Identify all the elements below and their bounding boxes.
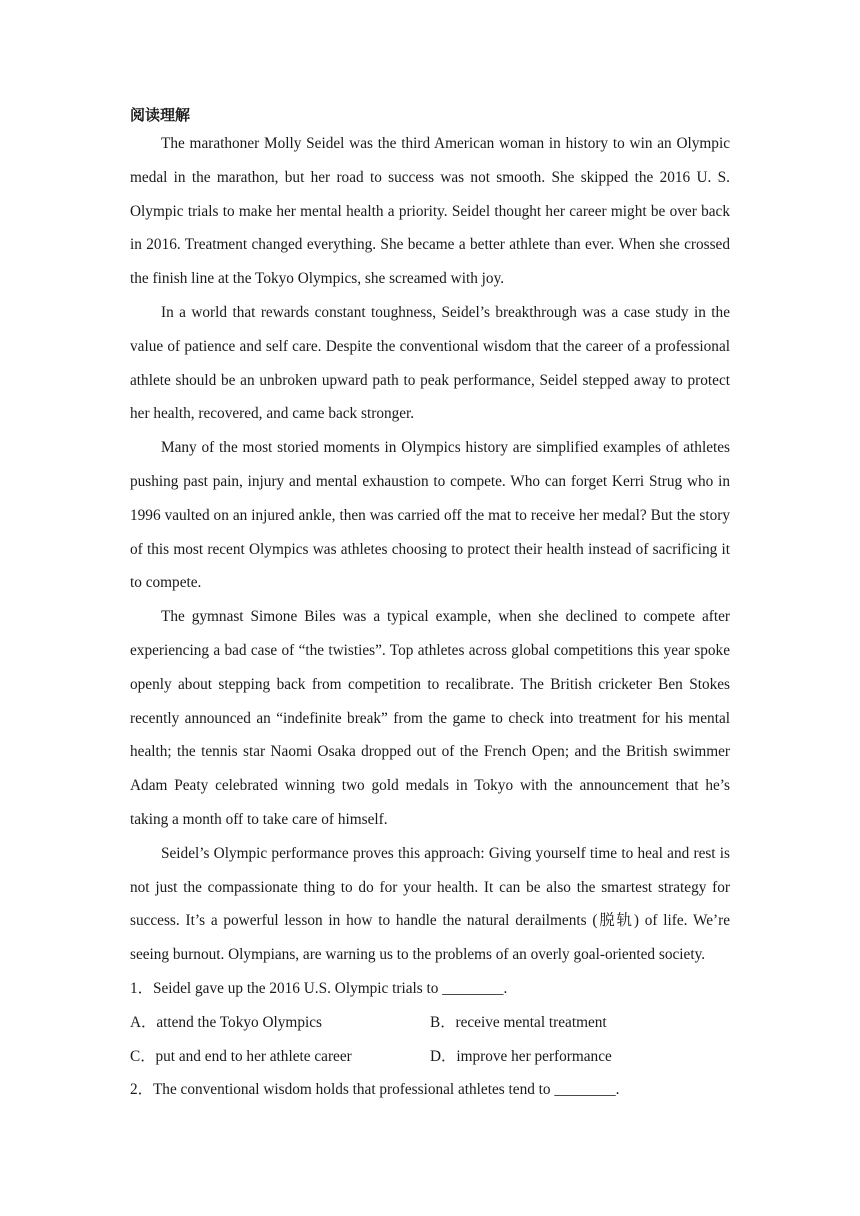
paragraph-3: Many of the most storied moments in Olympics history are simplified examples of athletes pushing past pain, injury and mental exhaustion to compete. Who can forget Kerri Strug who in 1996 vaulted on an injured ankle, then was carried off the mat to receive her medal? But the story of this most recent Olympics was athletes choosing to protect their health instead of sacrificing it to compete. xyxy=(130,439,730,592)
paragraph-4: The gymnast Simone Biles was a typical example, when she declined to compete after experiencing a bad case of “the twisties”. Top athletes across global competitions this year spoke openly about stepping back from competition to recalibrate. The British cricketer Ben Stokes recently announced an “indefinite break” from the game to check into treatment for his mental health; the tennis star Naomi Osaka dropped out of the French Open; and the British swimmer Adam Peaty celebrated winning two gold medals in Tokyo with the announcement that he’s taking a month off to take care of himself. xyxy=(130,608,730,828)
document-body xyxy=(130,127,730,1107)
question-1-option-a: A．attend the Tokyo Olympics xyxy=(130,1013,322,1031)
question-2-stem: 2．The conventional wisdom holds that professional athletes tend to ________. xyxy=(130,1081,620,1099)
question-1-option-d: D．improve her performance xyxy=(430,1047,612,1065)
question-1-option-b: B．receive mental treatment xyxy=(430,1013,607,1031)
section-title: 阅读理解 xyxy=(130,106,191,124)
question-1-options-row-1 xyxy=(130,1006,730,1040)
question-1-options-row-2 xyxy=(130,1040,730,1074)
paragraph-1: The marathoner Molly Seidel was the third American woman in history to win an Olympic medal in the marathon, but her road to success was not smooth. She skipped the 2016 U. S. Olympic trials to make her mental health a priority. Seidel thought her career might be over back in 2016. Treatment changed everything. She became a better athlete than ever. When she crossed the finish line at the Tokyo Olympics, she screamed with joy. xyxy=(130,135,730,288)
question-1-option-c: C．put and end to her athlete career xyxy=(130,1047,352,1065)
paragraph-2: In a world that rewards constant toughness, Seidel’s breakthrough was a case study in the value of patience and self care. Despite the conventional wisdom that the career of a professional athlete should be an unbroken upward path to peak performance, Seidel stepped away to protect her health, recovered, and came back stronger. xyxy=(130,303,730,423)
question-1-stem: 1．Seidel gave up the 2016 U.S. Olympic trials to ________. xyxy=(130,979,508,997)
paragraph-5: Seidel’s Olympic performance proves this approach: Giving yourself time to heal and rest is not just the compassionate thing to do for your health. It can be also the smartest strategy for success. It’s a powerful lesson in how to handle the natural derailments (脱轨) of life. We’re seeing burnout. Olympians, are warning us to the problems of an overly goal-oriented society. xyxy=(130,844,730,964)
